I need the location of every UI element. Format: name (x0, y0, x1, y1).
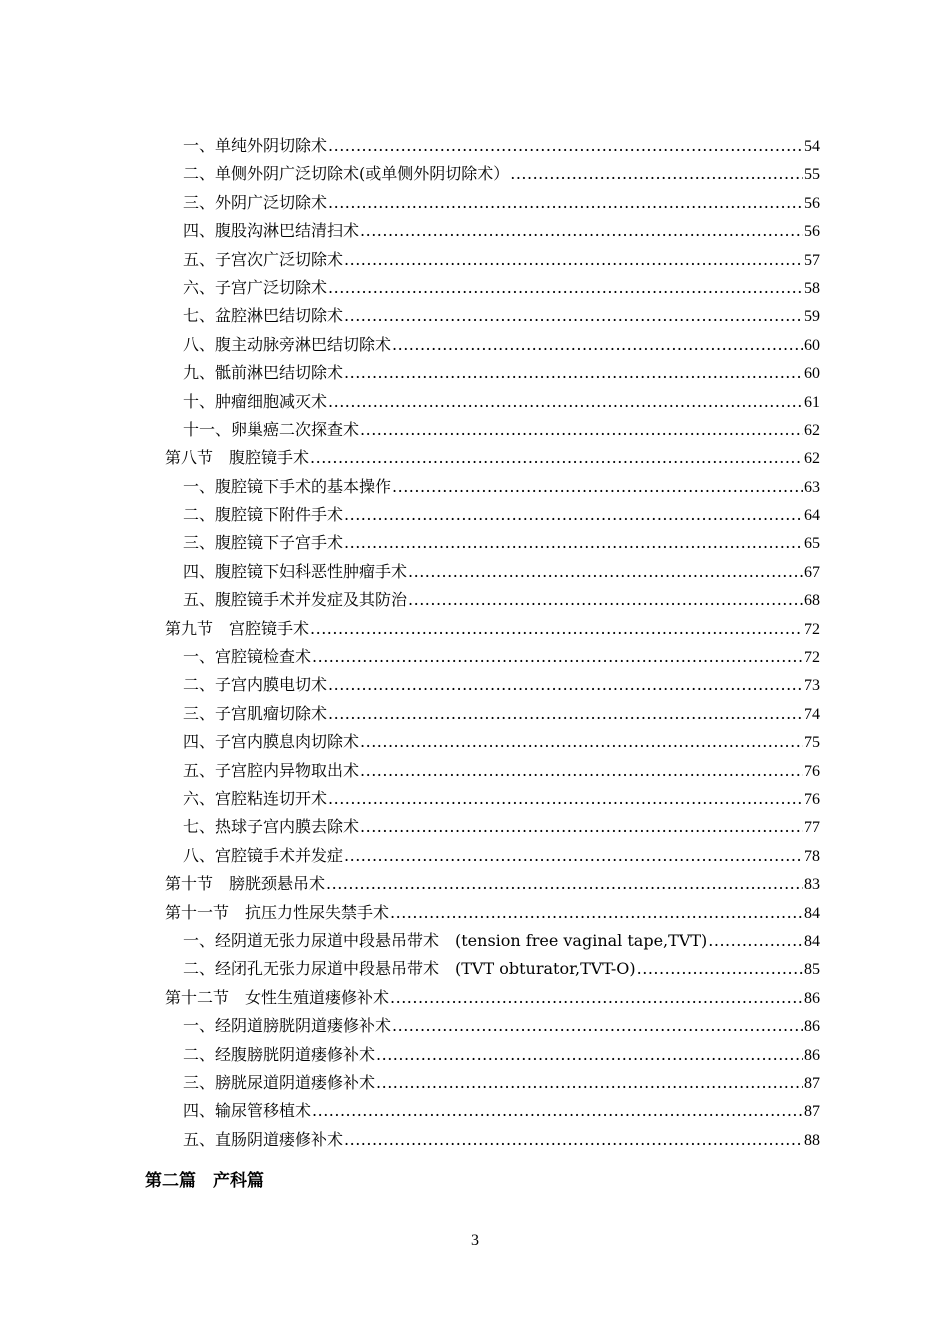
toc-section-entry[interactable] (130, 615, 820, 643)
toc-entry-page-number: 64 (804, 507, 820, 525)
toc-entry-page-number: 86 (804, 1018, 820, 1036)
toc-section-entry[interactable] (130, 984, 820, 1012)
toc-entry-title: 一、腹腔镜下手术的基本操作 (183, 476, 392, 496)
toc-subsection-entry[interactable] (130, 160, 820, 188)
toc-leader-dots (326, 870, 803, 898)
toc-leader-dots (376, 1041, 803, 1069)
toc-entry-title: 十、肿瘤细胞减灭术 (183, 391, 328, 411)
toc-entry-title: 一、宫腔镜检查术 (183, 647, 312, 667)
toc-entry-page-number: 55 (804, 166, 820, 184)
toc-section-entry[interactable] (130, 899, 820, 927)
toc-entry-title: 二、子宫内膜电切术 (183, 675, 328, 695)
toc-leader-dots (376, 1069, 803, 1097)
toc-entry-page-number: 72 (804, 649, 820, 667)
toc-entry-title: 第八节 腹腔镜手术 (165, 448, 310, 468)
toc-entry-title: 二、腹腔镜下附件手术 (183, 505, 344, 525)
toc-entry-title: 二、单侧外阴广泛切除术(或单侧外阴切除术） (183, 164, 510, 184)
toc-subsection-entry[interactable] (130, 388, 820, 416)
toc-subsection-entry[interactable] (130, 189, 820, 217)
toc-entry-title: 三、膀胱尿道阴道瘘修补术 (183, 1072, 376, 1092)
toc-leader-dots (312, 643, 803, 671)
toc-entry-title: 七、盆腔淋巴结切除术 (183, 306, 344, 326)
toc-leader-dots (328, 388, 803, 416)
toc-entry-title: 四、腹腔镜下妇科恶性肿瘤手术 (183, 561, 408, 581)
toc-subsection-entry[interactable] (130, 1041, 820, 1069)
toc-entry-title: 三、外阴广泛切除术 (183, 192, 328, 212)
toc-entry-page-number: 73 (804, 677, 820, 695)
toc-subsection-entry[interactable] (130, 473, 820, 501)
toc-subsection-entry[interactable] (130, 416, 820, 444)
toc-entry-title: 五、直肠阴道瘘修补术 (183, 1129, 344, 1149)
toc-entry-page-number: 58 (804, 279, 820, 297)
toc-entry-page-number: 63 (804, 478, 820, 496)
toc-subsection-entry[interactable] (130, 643, 820, 671)
toc-leader-dots (392, 1012, 803, 1040)
toc-leader-dots (328, 700, 803, 728)
toc-entry-title: 十一、卵巢癌二次探查术 (183, 419, 360, 439)
toc-entry-title: 二、经闭孔无张力尿道中段悬吊带术 (TVT obturator,TVT-O) (183, 959, 636, 979)
toc-entry-title: 八、腹主动脉旁淋巴结切除术 (183, 334, 392, 354)
toc-entry-title: 五、腹腔镜手术并发症及其防治 (183, 590, 408, 610)
toc-subsection-entry[interactable] (130, 302, 820, 330)
toc-leader-dots (310, 615, 803, 643)
toc-leader-dots (392, 331, 803, 359)
toc-leader-dots (344, 246, 803, 274)
toc-subsection-entry[interactable] (130, 359, 820, 387)
toc-entry-page-number: 88 (804, 1131, 820, 1149)
toc-entry-title: 六、宫腔粘连切开术 (183, 788, 328, 808)
toc-entry-page-number: 76 (804, 790, 820, 808)
toc-entry-title: 四、输尿管移植术 (183, 1101, 312, 1121)
toc-entry-page-number: 74 (804, 705, 820, 723)
toc-entry-page-number: 77 (804, 819, 820, 837)
toc-entry-title: 八、宫腔镜手术并发症 (183, 845, 344, 865)
toc-subsection-entry[interactable] (130, 728, 820, 756)
toc-subsection-entry[interactable] (130, 813, 820, 841)
toc-leader-dots (328, 785, 803, 813)
toc-leader-dots (344, 359, 803, 387)
toc-subsection-entry[interactable] (130, 217, 820, 245)
toc-leader-dots (344, 529, 803, 557)
toc-entry-page-number: 60 (804, 336, 820, 354)
toc-entry-page-number: 56 (804, 194, 820, 212)
toc-entry-title: 四、腹股沟淋巴结清扫术 (183, 221, 360, 241)
toc-subsection-entry[interactable] (130, 1012, 820, 1040)
toc-leader-dots (390, 899, 803, 927)
part-heading: 第二篇 产科篇 (145, 1171, 264, 1191)
toc-entry-title: 三、腹腔镜下子宫手术 (183, 533, 344, 553)
toc-leader-dots (344, 842, 803, 870)
toc-entry-title: 三、子宫肌瘤切除术 (183, 703, 328, 723)
toc-subsection-entry[interactable] (130, 274, 820, 302)
toc-leader-dots (328, 671, 803, 699)
toc-section-entry[interactable] (130, 444, 820, 472)
toc-entry-page-number: 65 (804, 535, 820, 553)
toc-subsection-entry[interactable] (130, 246, 820, 274)
toc-entry-title: 二、经腹膀胱阴道瘘修补术 (183, 1044, 376, 1064)
toc-entry-title: 第九节 宫腔镜手术 (165, 618, 310, 638)
toc-entry-page-number: 78 (804, 847, 820, 865)
toc-subsection-entry[interactable] (130, 842, 820, 870)
toc-subsection-entry[interactable] (130, 529, 820, 557)
toc-leader-dots (328, 274, 803, 302)
toc-entry-page-number: 72 (804, 620, 820, 638)
toc-entry-title: 五、子宫腔内异物取出术 (183, 760, 360, 780)
toc-entry-title: 九、骶前淋巴结切除术 (183, 363, 344, 383)
toc-entry-page-number: 85 (804, 961, 820, 979)
toc-leader-dots (312, 1097, 803, 1125)
toc-leader-dots (344, 302, 803, 330)
toc-leader-dots (637, 955, 803, 983)
page-number: 3 (471, 1232, 479, 1249)
toc-entry-page-number: 56 (804, 223, 820, 241)
toc-entry-title: 一、经阴道无张力尿道中段悬吊带术 (tension free vaginal tape,TVT) (183, 930, 708, 950)
toc-leader-dots (328, 132, 803, 160)
toc-leader-dots (360, 813, 803, 841)
toc-entry-title: 一、单纯外阴切除术 (183, 136, 328, 155)
toc-entry-title: 第十一节 抗压力性尿失禁手术 (165, 902, 390, 922)
toc-leader-dots (390, 984, 803, 1012)
toc-subsection-entry[interactable] (130, 785, 820, 813)
toc-leader-dots (408, 586, 803, 614)
toc-entry-page-number: 62 (804, 421, 820, 439)
toc-entry-page-number: 87 (804, 1103, 820, 1121)
toc-subsection-entry[interactable] (130, 1069, 820, 1097)
toc-entry-page-number: 67 (804, 563, 820, 581)
toc-entry-page-number: 83 (804, 876, 820, 894)
toc-subsection-entry[interactable] (130, 558, 820, 586)
toc-entry-page-number: 84 (804, 932, 820, 950)
toc-entry-page-number: 59 (804, 308, 820, 326)
toc-entry-title: 四、子宫内膜息肉切除术 (183, 732, 360, 752)
toc-leader-dots (360, 728, 803, 756)
toc-subsection-entry[interactable] (130, 927, 820, 955)
toc-leader-dots (328, 189, 803, 217)
toc-entry-title: 七、热球子宫内膜去除术 (183, 817, 360, 837)
toc-entry-page-number: 62 (804, 450, 820, 468)
toc-entry-page-number: 76 (804, 762, 820, 780)
toc-entry-title: 六、子宫广泛切除术 (183, 277, 328, 297)
toc-leader-dots (360, 757, 803, 785)
toc-entry-title: 第十二节 女性生殖道瘘修补术 (165, 987, 390, 1007)
toc-leader-dots (360, 416, 803, 444)
toc-subsection-entry[interactable] (130, 671, 820, 699)
toc-entry-page-number: 61 (804, 393, 820, 411)
toc-subsection-entry[interactable] (130, 1126, 820, 1154)
toc-subsection-entry[interactable] (130, 331, 820, 359)
toc-entry-title: 第十节 膀胱颈悬吊术 (165, 874, 326, 894)
toc-subsection-entry[interactable] (130, 586, 820, 614)
toc-section-entry[interactable] (130, 870, 820, 898)
toc-leader-dots (310, 444, 803, 472)
toc-entry-page-number: 75 (804, 734, 820, 752)
toc-entry-page-number: 84 (804, 904, 820, 922)
toc-subsection-entry[interactable] (130, 132, 820, 160)
toc-subsection-entry[interactable] (130, 501, 820, 529)
toc-entry-page-number: 87 (804, 1074, 820, 1092)
table-of-contents (130, 132, 820, 1154)
toc-entry-page-number: 86 (804, 989, 820, 1007)
toc-entry-title: 五、子宫次广泛切除术 (183, 249, 344, 269)
toc-entry-page-number: 68 (804, 592, 820, 610)
toc-entry-page-number: 54 (804, 138, 820, 155)
toc-leader-dots (392, 473, 803, 501)
toc-leader-dots (344, 1126, 803, 1154)
toc-leader-dots (360, 217, 803, 245)
toc-leader-dots (344, 501, 803, 529)
toc-entry-title: 一、经阴道膀胱阴道瘘修补术 (183, 1016, 392, 1036)
toc-leader-dots (708, 927, 803, 955)
toc-subsection-entry[interactable] (130, 1097, 820, 1125)
toc-subsection-entry[interactable] (130, 955, 820, 983)
toc-entry-page-number: 60 (804, 365, 820, 383)
toc-leader-dots (510, 160, 803, 188)
toc-leader-dots (408, 558, 803, 586)
toc-subsection-entry[interactable] (130, 757, 820, 785)
toc-entry-page-number: 57 (804, 251, 820, 269)
toc-subsection-entry[interactable] (130, 700, 820, 728)
toc-entry-page-number: 86 (804, 1046, 820, 1064)
